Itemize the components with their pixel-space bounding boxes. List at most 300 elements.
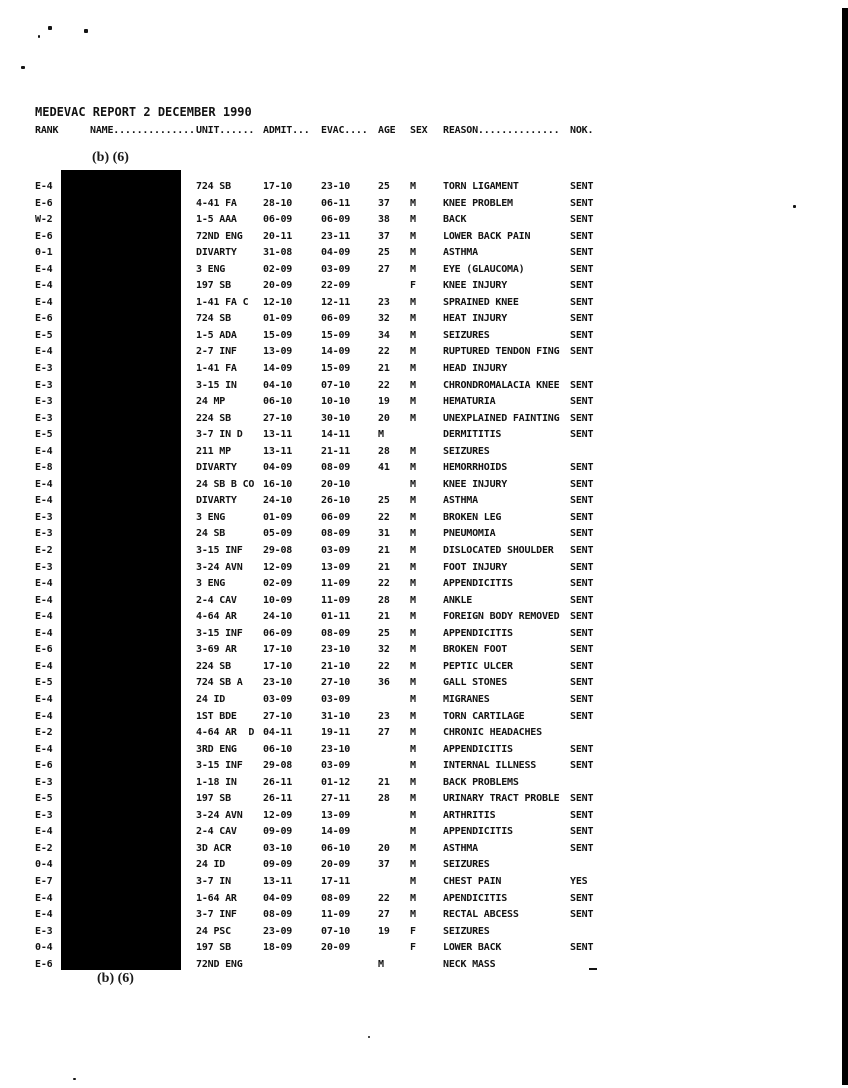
cell-reason: INTERNAL ILLNESS xyxy=(443,760,537,772)
cell-rank: E-3 xyxy=(35,363,53,375)
cell-nok: SENT xyxy=(570,329,594,341)
cell-admit: 04-09 xyxy=(263,462,293,474)
cell-unit: 3-7 IN D xyxy=(196,429,243,441)
cell-evac: 15-09 xyxy=(321,329,351,341)
cell-age: 22 xyxy=(378,511,390,523)
cell-evac: 17-11 xyxy=(321,875,351,887)
cell-reason: ANKLE xyxy=(443,594,473,606)
cell-rank: E-4 xyxy=(35,710,53,722)
cell-rank: E-3 xyxy=(35,511,53,523)
cell-rank: E-4 xyxy=(35,743,53,755)
cell-rank: E-3 xyxy=(35,412,53,424)
cell-admit: 03-09 xyxy=(263,693,293,705)
cell-reason: CHEST PAIN xyxy=(443,875,502,887)
cell-unit: 1-41 FA xyxy=(196,363,237,375)
cell-reason: ASTHMA xyxy=(443,247,478,259)
cell-unit: 2-4 CAV xyxy=(196,826,237,838)
cell-sex: M xyxy=(410,214,416,226)
cell-unit: 72ND ENG xyxy=(196,230,243,242)
cell-unit: 211 MP xyxy=(196,445,231,457)
cell-admit: 15-09 xyxy=(263,329,293,341)
cell-evac: 19-11 xyxy=(321,727,351,739)
cell-nok: YES xyxy=(570,875,588,887)
cell-nok: SENT xyxy=(570,594,594,606)
cell-unit: 24 PSC xyxy=(196,925,231,937)
cell-nok: SENT xyxy=(570,809,594,821)
cell-sex: M xyxy=(410,892,416,904)
cell-reason: LOWER BACK PAIN xyxy=(443,230,531,242)
redaction-exemption-label-bottom: (b) (6) xyxy=(97,971,134,986)
cell-evac: 01-12 xyxy=(321,776,351,788)
cell-nok: SENT xyxy=(570,611,594,623)
cell-admit: 13-09 xyxy=(263,346,293,358)
cell-evac: 06-09 xyxy=(321,214,351,226)
cell-sex: M xyxy=(410,693,416,705)
cell-evac: 27-11 xyxy=(321,793,351,805)
cell-evac: 03-09 xyxy=(321,545,351,557)
cell-evac: 08-09 xyxy=(321,528,351,540)
cell-age: 32 xyxy=(378,644,390,656)
cell-reason: DISLOCATED SHOULDER xyxy=(443,545,554,557)
cell-reason: TORN LIGAMENT xyxy=(443,181,519,192)
cell-rank: E-8 xyxy=(35,462,53,474)
cell-admit: 04-09 xyxy=(263,892,293,904)
cell-evac: 15-09 xyxy=(321,363,351,375)
cell-evac: 22-09 xyxy=(321,280,351,292)
cell-rank: E-4 xyxy=(35,826,53,838)
cell-admit: 17-10 xyxy=(263,660,293,672)
cell-evac: 10-10 xyxy=(321,396,351,408)
cell-sex: M xyxy=(410,842,416,854)
cell-rank: E-6 xyxy=(35,958,53,970)
cell-evac: 30-10 xyxy=(321,412,351,424)
cell-admit: 13-11 xyxy=(263,875,293,887)
cell-unit: 24 ID xyxy=(196,859,226,871)
cell-unit: 1-64 AR xyxy=(196,892,237,904)
cell-reason: RECTAL ABCESS xyxy=(443,909,519,921)
cell-admit: 06-09 xyxy=(263,627,293,639)
cell-admit: 08-09 xyxy=(263,909,293,921)
cell-sex: M xyxy=(410,875,416,887)
cell-unit: DIVARTY xyxy=(196,247,237,259)
cell-unit: 3-69 AR xyxy=(196,644,237,656)
cell-age: 28 xyxy=(378,594,390,606)
cell-rank: E-3 xyxy=(35,925,53,937)
cell-unit: 724 SB xyxy=(196,313,231,325)
cell-nok: SENT xyxy=(570,313,594,325)
cell-admit: 05-09 xyxy=(263,528,293,540)
cell-age: 22 xyxy=(378,660,390,672)
cell-nok: SENT xyxy=(570,561,594,573)
cell-unit: 1-41 FA C xyxy=(196,296,249,308)
cell-admit: 04-11 xyxy=(263,727,293,739)
cell-age: 28 xyxy=(378,445,390,457)
cell-unit: 224 SB xyxy=(196,412,231,424)
cell-sex: M xyxy=(410,776,416,788)
table-header-row xyxy=(0,125,848,137)
cell-evac: 08-09 xyxy=(321,627,351,639)
cell-evac: 13-09 xyxy=(321,561,351,573)
cell-admit: 10-09 xyxy=(263,594,293,606)
cell-evac: 06-09 xyxy=(321,313,351,325)
cell-age: 22 xyxy=(378,578,390,590)
cell-age: 37 xyxy=(378,230,390,242)
cell-nok: SENT xyxy=(570,743,594,755)
cell-reason: URINARY TRACT PROBLE xyxy=(443,793,560,805)
cell-sex: M xyxy=(410,396,416,408)
cell-evac: 20-09 xyxy=(321,942,351,954)
cell-reason: BROKEN LEG xyxy=(443,511,502,523)
cell-sex: M xyxy=(410,826,416,838)
cell-nok: SENT xyxy=(570,578,594,590)
cell-unit: 3 ENG xyxy=(196,511,226,523)
cell-reason: GALL STONES xyxy=(443,677,508,689)
cell-age: 19 xyxy=(378,925,390,937)
column-header-unit: UNIT...... xyxy=(196,125,255,136)
cell-rank: E-4 xyxy=(35,909,53,921)
cell-reason: SPRAINED KNEE xyxy=(443,296,519,308)
cell-admit: 01-09 xyxy=(263,313,293,325)
column-header-nok: NOK. xyxy=(570,125,594,136)
cell-evac: 27-10 xyxy=(321,677,351,689)
cell-nok: SENT xyxy=(570,826,594,838)
cell-nok: SENT xyxy=(570,644,594,656)
cell-evac: 06-09 xyxy=(321,511,351,523)
cell-evac: 11-09 xyxy=(321,909,351,921)
cell-nok: SENT xyxy=(570,263,594,275)
cell-admit: 16-10 xyxy=(263,478,293,490)
cell-age: 21 xyxy=(378,776,390,788)
scan-speck xyxy=(84,29,88,33)
redaction-box-names xyxy=(61,170,181,970)
column-header-admit: ADMIT... xyxy=(263,125,310,136)
cell-age: 20 xyxy=(378,842,390,854)
cell-unit: DIVARTY xyxy=(196,462,237,474)
cell-nok: SENT xyxy=(570,412,594,424)
cell-reason: SEIZURES xyxy=(443,445,490,457)
cell-age: 22 xyxy=(378,379,390,391)
report-title: MEDEVAC REPORT 2 DECEMBER 1990 xyxy=(35,105,252,119)
cell-evac: 31-10 xyxy=(321,710,351,722)
cell-age: 23 xyxy=(378,710,390,722)
cell-nok: SENT xyxy=(570,197,594,209)
cell-unit: DIVARTY xyxy=(196,495,237,507)
cell-unit: 3-15 INF xyxy=(196,627,243,639)
cell-reason: HEAD INJURY xyxy=(443,363,508,375)
cell-rank: W-2 xyxy=(35,214,53,226)
cell-age: 37 xyxy=(378,859,390,871)
cell-admit: 02-09 xyxy=(263,578,293,590)
cell-reason: CHRONDROMALACIA KNEE xyxy=(443,379,560,391)
cell-unit: 24 MP xyxy=(196,396,226,408)
cell-evac: 21-11 xyxy=(321,445,351,457)
cell-unit: 3-24 AVN xyxy=(196,809,243,821)
cell-sex: M xyxy=(410,644,416,656)
cell-reason: SEIZURES xyxy=(443,925,490,937)
cell-admit: 20-11 xyxy=(263,230,293,242)
cell-admit: 12-09 xyxy=(263,561,293,573)
cell-rank: E-4 xyxy=(35,280,53,292)
cell-unit: 4-64 AR D xyxy=(196,727,255,739)
cell-rank: E-2 xyxy=(35,842,53,854)
cell-rank: E-6 xyxy=(35,230,53,242)
cell-rank: E-5 xyxy=(35,329,53,341)
cell-unit: 2-7 INF xyxy=(196,346,237,358)
cell-reason: APPENDICITIS xyxy=(443,826,513,838)
cell-nok: SENT xyxy=(570,545,594,557)
cell-nok: SENT xyxy=(570,693,594,705)
cell-age: 23 xyxy=(378,296,390,308)
cell-rank: E-4 xyxy=(35,478,53,490)
scan-speck xyxy=(73,1078,76,1080)
cell-admit: 04-10 xyxy=(263,379,293,391)
cell-admit: 27-10 xyxy=(263,710,293,722)
cell-admit: 24-10 xyxy=(263,611,293,623)
cell-rank: E-4 xyxy=(35,181,53,192)
cell-reason: ASTHMA xyxy=(443,842,478,854)
cell-unit: 3RD ENG xyxy=(196,743,237,755)
cell-reason: MIGRANES xyxy=(443,693,490,705)
cell-reason: BACK xyxy=(443,214,467,226)
cell-reason: SEIZURES xyxy=(443,859,490,871)
cell-nok: SENT xyxy=(570,429,594,441)
cell-reason: BROKEN FOOT xyxy=(443,644,508,656)
cell-sex: M xyxy=(410,594,416,606)
cell-reason: APPENDICITIS xyxy=(443,578,513,590)
cell-reason: FOREIGN BODY REMOVED xyxy=(443,611,560,623)
cell-reason: PNEUMOMIA xyxy=(443,528,496,540)
scan-speck xyxy=(368,1036,370,1038)
cell-admit: 23-10 xyxy=(263,677,293,689)
cell-age: 21 xyxy=(378,545,390,557)
cell-age: M xyxy=(378,429,384,441)
cell-age: 32 xyxy=(378,313,390,325)
cell-rank: E-4 xyxy=(35,445,53,457)
cell-sex: M xyxy=(410,743,416,755)
cell-unit: 724 SB xyxy=(196,181,231,192)
cell-nok: SENT xyxy=(570,495,594,507)
cell-age: 27 xyxy=(378,909,390,921)
cell-reason: KNEE PROBLEM xyxy=(443,197,513,209)
cell-sex: F xyxy=(410,925,416,937)
cell-reason: RUPTURED TENDON FING xyxy=(443,346,560,358)
cell-admit: 23-09 xyxy=(263,925,293,937)
cell-reason: UNEXPLAINED FAINTING xyxy=(443,412,560,424)
cell-sex: M xyxy=(410,329,416,341)
cell-evac: 13-09 xyxy=(321,809,351,821)
cell-nok: SENT xyxy=(570,710,594,722)
cell-sex: F xyxy=(410,280,416,292)
cell-evac: 14-11 xyxy=(321,429,351,441)
cell-unit: 3-24 AVN xyxy=(196,561,243,573)
cell-age: 28 xyxy=(378,793,390,805)
cell-age: 22 xyxy=(378,346,390,358)
cell-admit: 02-09 xyxy=(263,263,293,275)
cell-admit: 17-10 xyxy=(263,644,293,656)
cell-reason: KNEE INJURY xyxy=(443,478,508,490)
cell-unit: 3-7 IN xyxy=(196,875,231,887)
cell-unit: 1-5 ADA xyxy=(196,329,237,341)
cell-admit: 01-09 xyxy=(263,511,293,523)
cell-age: 21 xyxy=(378,363,390,375)
cell-admit: 13-11 xyxy=(263,429,293,441)
cell-rank: E-5 xyxy=(35,793,53,805)
cell-reason: ARTHRITIS xyxy=(443,809,496,821)
cell-unit: 3-15 INF xyxy=(196,545,243,557)
cell-rank: E-2 xyxy=(35,727,53,739)
cell-age: 19 xyxy=(378,396,390,408)
cell-evac: 23-10 xyxy=(321,181,351,192)
cell-sex: F xyxy=(410,942,416,954)
redaction-exemption-label-top: (b) (6) xyxy=(92,150,129,165)
cell-sex: M xyxy=(410,462,416,474)
cell-age: 22 xyxy=(378,892,390,904)
cell-nok: SENT xyxy=(570,230,594,242)
cell-nok: SENT xyxy=(570,478,594,490)
cell-rank: 0-1 xyxy=(35,247,53,259)
cell-sex: M xyxy=(410,296,416,308)
cell-admit: 26-11 xyxy=(263,776,293,788)
cell-reason: PEPTIC ULCER xyxy=(443,660,513,672)
cell-evac: 20-10 xyxy=(321,478,351,490)
cell-nok: SENT xyxy=(570,660,594,672)
cell-rank: E-4 xyxy=(35,346,53,358)
column-header-reason: REASON.............. xyxy=(443,125,560,136)
cell-unit: 3 ENG xyxy=(196,263,226,275)
cell-admit: 27-10 xyxy=(263,412,293,424)
cell-age: M xyxy=(378,958,384,970)
cell-sex: M xyxy=(410,561,416,573)
cell-sex: M xyxy=(410,230,416,242)
cell-sex: M xyxy=(410,478,416,490)
cell-sex: M xyxy=(410,379,416,391)
cell-rank: E-3 xyxy=(35,528,53,540)
cell-rank: E-3 xyxy=(35,396,53,408)
cell-age: 34 xyxy=(378,329,390,341)
cell-nok: SENT xyxy=(570,842,594,854)
cell-reason: BACK PROBLEMS xyxy=(443,776,519,788)
cell-sex: M xyxy=(410,263,416,275)
cell-reason: TORN CARTILAGE xyxy=(443,710,525,722)
cell-evac: 11-09 xyxy=(321,578,351,590)
scan-speck xyxy=(48,26,52,30)
scan-speck xyxy=(38,35,40,38)
cell-admit: 06-09 xyxy=(263,214,293,226)
cell-age: 38 xyxy=(378,214,390,226)
cell-admit: 31-08 xyxy=(263,247,293,259)
cell-reason: HEMATURIA xyxy=(443,396,496,408)
cell-reason: ASTHMA xyxy=(443,495,478,507)
cell-admit: 24-10 xyxy=(263,495,293,507)
cell-age: 27 xyxy=(378,263,390,275)
cell-nok: SENT xyxy=(570,511,594,523)
cell-reason: APPENDICITIS xyxy=(443,627,513,639)
cell-admit: 26-11 xyxy=(263,793,293,805)
cell-age: 27 xyxy=(378,727,390,739)
cell-sex: M xyxy=(410,677,416,689)
cell-evac: 06-10 xyxy=(321,842,351,854)
cell-unit: 24 ID xyxy=(196,693,226,705)
cell-unit: 3D ACR xyxy=(196,842,231,854)
cell-sex: M xyxy=(410,313,416,325)
column-header-age: AGE xyxy=(378,125,396,136)
cell-age: 25 xyxy=(378,495,390,507)
cell-unit: 3-7 INF xyxy=(196,909,237,921)
cell-reason: APENDICITIS xyxy=(443,892,508,904)
cell-sex: M xyxy=(410,181,416,192)
cell-admit: 06-10 xyxy=(263,396,293,408)
cell-admit: 14-09 xyxy=(263,363,293,375)
cell-age: 21 xyxy=(378,611,390,623)
cell-sex: M xyxy=(410,809,416,821)
cell-admit: 29-08 xyxy=(263,760,293,772)
cell-admit: 18-09 xyxy=(263,942,293,954)
cell-sex: M xyxy=(410,727,416,739)
cell-sex: M xyxy=(410,578,416,590)
cell-evac: 14-09 xyxy=(321,826,351,838)
cell-rank: E-5 xyxy=(35,677,53,689)
cell-age: 25 xyxy=(378,181,390,192)
cell-admit: 29-08 xyxy=(263,545,293,557)
cell-reason: DERMITITIS xyxy=(443,429,502,441)
cell-rank: 0-4 xyxy=(35,942,53,954)
cell-nok: SENT xyxy=(570,247,594,259)
cell-nok: SENT xyxy=(570,280,594,292)
cell-rank: E-4 xyxy=(35,660,53,672)
column-header-name: NAME.............. xyxy=(90,125,195,136)
cell-nok: SENT xyxy=(570,462,594,474)
cell-unit: 3-15 INF xyxy=(196,760,243,772)
column-header-evac: EVAC.... xyxy=(321,125,368,136)
cell-unit: 1-18 IN xyxy=(196,776,237,788)
cell-rank: E-4 xyxy=(35,892,53,904)
cell-evac: 14-09 xyxy=(321,346,351,358)
cell-sex: M xyxy=(410,611,416,623)
cell-evac: 23-10 xyxy=(321,644,351,656)
cell-sex: M xyxy=(410,793,416,805)
cell-reason: APPENDICITIS xyxy=(443,743,513,755)
cell-rank: E-3 xyxy=(35,809,53,821)
cell-unit: 24 SB xyxy=(196,528,226,540)
cell-rank: E-6 xyxy=(35,644,53,656)
cell-evac: 21-10 xyxy=(321,660,351,672)
cell-sex: M xyxy=(410,363,416,375)
cell-reason: NECK MASS xyxy=(443,958,496,970)
cell-age: 41 xyxy=(378,462,390,474)
cell-nok: SENT xyxy=(570,677,594,689)
cell-evac: 08-09 xyxy=(321,462,351,474)
cell-age: 36 xyxy=(378,677,390,689)
cell-sex: M xyxy=(410,346,416,358)
cell-rank: E-3 xyxy=(35,379,53,391)
cell-rank: E-4 xyxy=(35,263,53,275)
cell-nok: SENT xyxy=(570,346,594,358)
cell-rank: E-4 xyxy=(35,627,53,639)
cell-rank: E-5 xyxy=(35,429,53,441)
cell-rank: E-3 xyxy=(35,776,53,788)
cell-sex: M xyxy=(410,760,416,772)
cell-evac: 01-11 xyxy=(321,611,351,623)
cell-evac: 11-09 xyxy=(321,594,351,606)
cell-nok: SENT xyxy=(570,942,594,954)
cell-unit: 1-5 AAA xyxy=(196,214,237,226)
cell-evac: 23-11 xyxy=(321,230,351,242)
cell-unit: 72ND ENG xyxy=(196,958,243,970)
cell-admit: 03-10 xyxy=(263,842,293,854)
cell-admit: 17-10 xyxy=(263,181,293,192)
cell-evac: 03-09 xyxy=(321,263,351,275)
cell-sex: M xyxy=(410,545,416,557)
